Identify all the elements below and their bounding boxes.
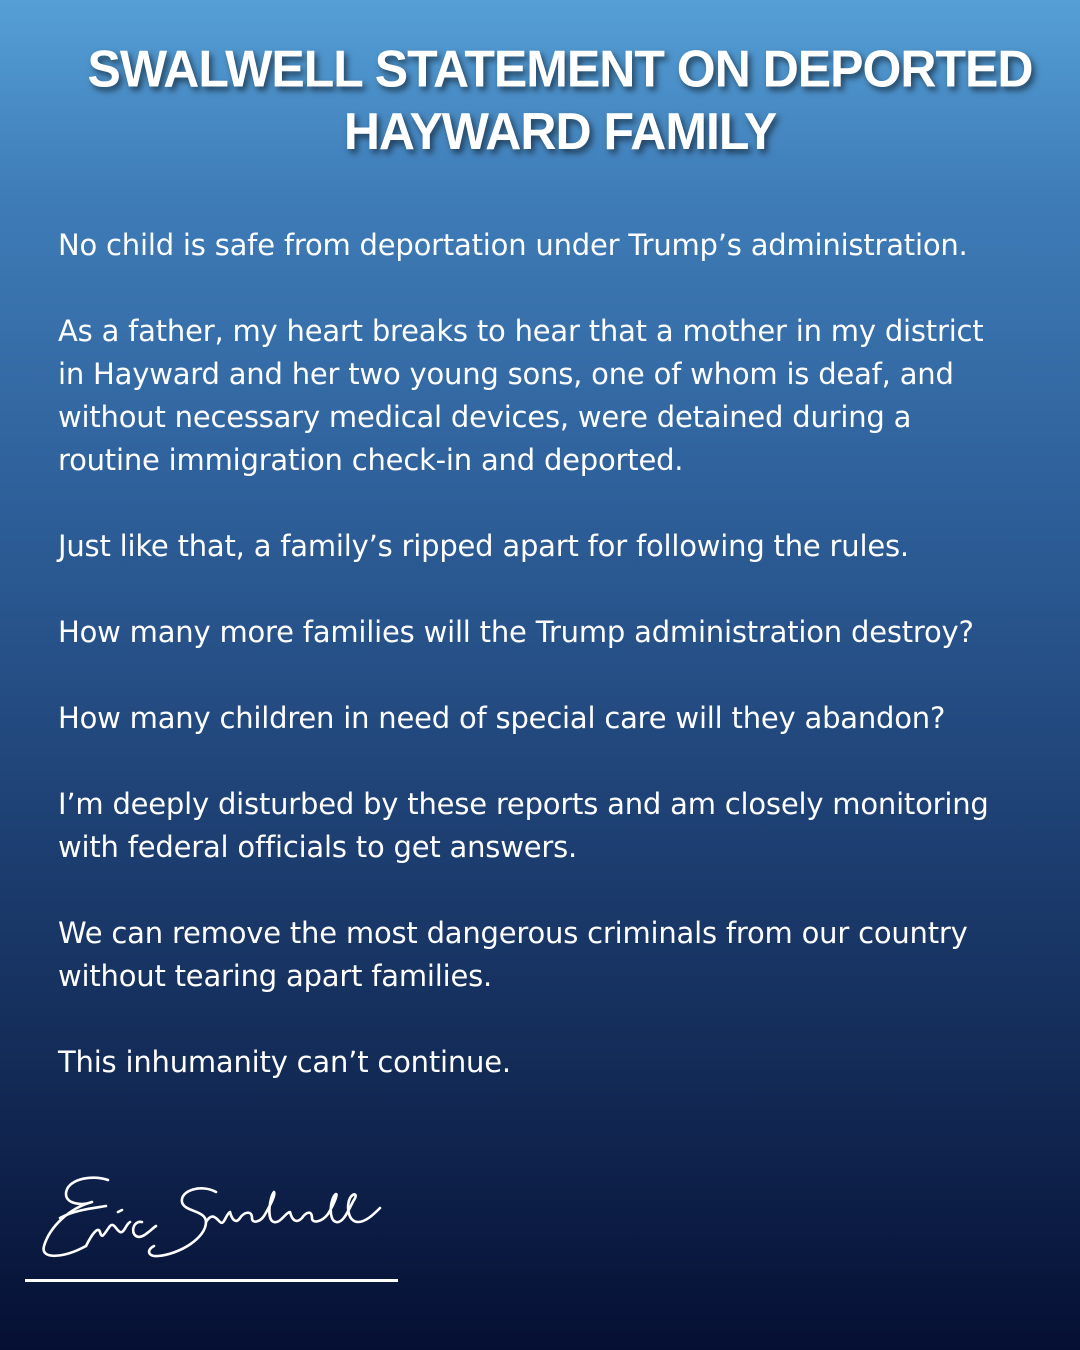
title-line-1: SWALWELL STATEMENT ON DEPORTED <box>87 39 1033 98</box>
statement-paragraph-2: As a father, my heart breaks to hear that a mother in my district in Hayward and her two young sons, one of whom is deaf, and without necessary medical devices, were detained during a routine immigration check-in and deported. <box>58 314 984 477</box>
page-title <box>80 38 1040 163</box>
title-line-2: HAYWARD FAMILY <box>343 102 777 161</box>
statement-paragraph-8: This inhumanity can’t continue. <box>58 1045 511 1079</box>
signature-underline <box>25 1279 398 1282</box>
statement-paragraph-1: No child is safe from deportation under Trump’s administration. <box>58 228 968 262</box>
statement-paragraph-6: I’m deeply disturbed by these reports and am closely monitoring with federal officials to get answers. <box>58 787 989 864</box>
statement-paragraph-7: We can remove the most dangerous criminals from our country without tearing apart families. <box>58 916 968 993</box>
signature <box>30 1168 390 1268</box>
signature-scribble-icon <box>30 1168 390 1268</box>
statement-paragraph-3: Just like that, a family’s ripped apart for following the rules. <box>58 529 909 563</box>
statement-paragraph-4: How many more families will the Trump administration destroy? <box>58 615 974 649</box>
statement-body <box>58 224 1048 1127</box>
statement-paragraph-5: How many children in need of special care will they abandon? <box>58 701 946 735</box>
